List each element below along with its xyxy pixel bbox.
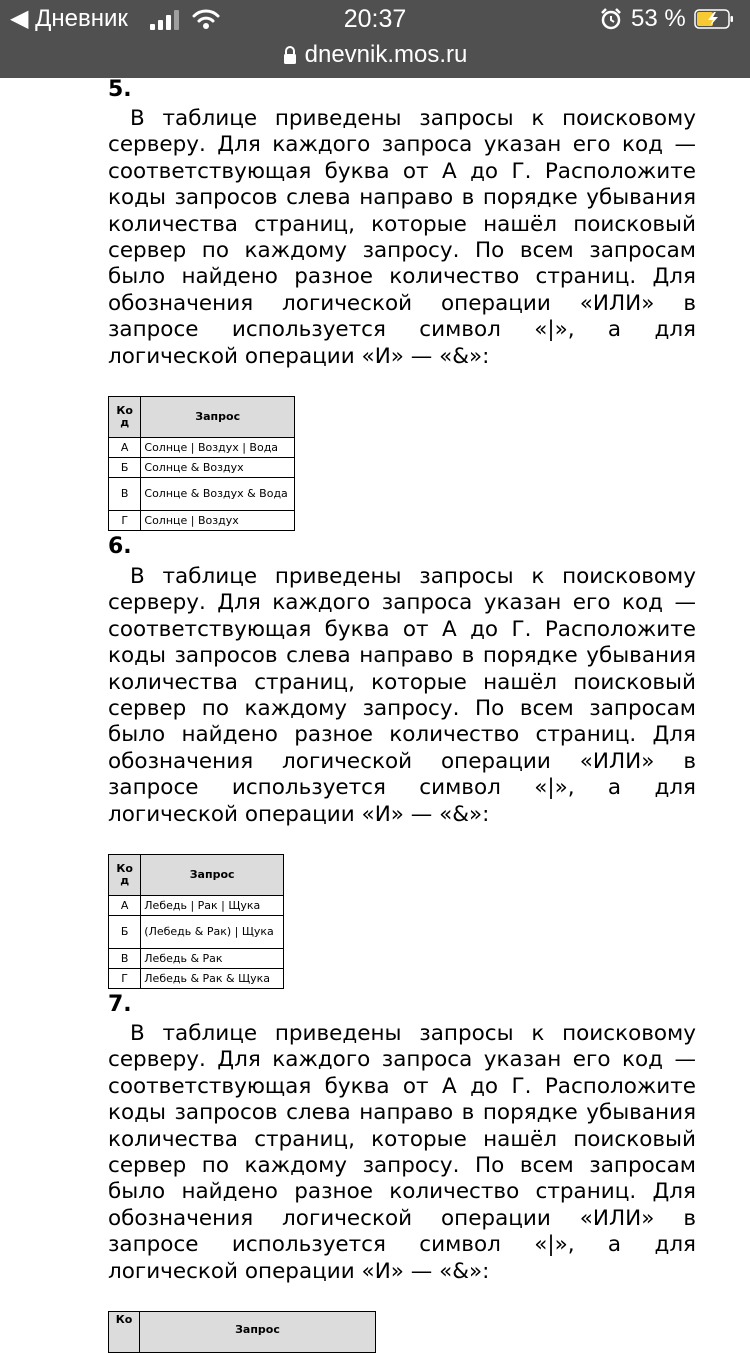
lock-icon xyxy=(283,46,297,64)
row-code: А xyxy=(109,896,141,916)
row-query: Солнце | Воздух | Вода xyxy=(141,438,295,458)
table-row xyxy=(109,896,284,916)
status-bar xyxy=(0,0,750,78)
table-row xyxy=(109,511,295,531)
row-code: В xyxy=(109,949,141,969)
row-code: А xyxy=(109,438,141,458)
header-code: Ко д xyxy=(109,397,141,438)
task-text xyxy=(108,564,696,828)
row-query: Лебедь & Рак & Щука xyxy=(141,969,284,989)
row-query: Лебедь & Рак xyxy=(141,949,284,969)
row-query: Солнце | Воздух xyxy=(141,511,295,531)
battery-charging-icon xyxy=(694,9,734,29)
task-text xyxy=(108,1021,696,1285)
clock: 20:37 xyxy=(343,5,407,33)
url-text: dnevnik.mos.ru xyxy=(304,41,468,68)
table-row xyxy=(109,478,295,511)
table-row xyxy=(109,438,295,458)
row-query: Лебедь | Рак | Щука xyxy=(141,896,284,916)
alarm-icon xyxy=(600,8,622,30)
row-code: Б xyxy=(109,458,141,478)
address-bar[interactable] xyxy=(0,41,750,69)
row-code: Г xyxy=(109,511,141,531)
header-query: Запрос xyxy=(141,855,284,896)
task-text-content: В таблице приведены запросы к поисковому серверу. Для каждого запроса указан его код — соответствующая буква от А до Г. Расположите коды запросов слева направо в порядке убывания количества страниц, которые нашёл поисковый сервер по каждому запросу. По всем запросам было найдено разное количество страниц. Для обозначения логической операции «ИЛИ» в запросе используется символ «|», а для логической операции «И» — «&»: xyxy=(108,106,696,369)
query-table xyxy=(108,1311,376,1353)
task-number: 5. xyxy=(108,77,132,102)
row-code: Б xyxy=(109,916,141,949)
back-label[interactable]: ◀ Дневник xyxy=(10,5,128,32)
table-row xyxy=(109,458,295,478)
row-code: Г xyxy=(109,969,141,989)
task-text xyxy=(108,106,696,370)
task-number: 7. xyxy=(108,992,132,1017)
battery-percent: 53 % xyxy=(631,5,686,32)
query-table xyxy=(108,854,284,989)
row-query: (Лебедь & Рак) | Щука xyxy=(141,916,284,949)
task-text-content: В таблице приведены запросы к поисковому серверу. Для каждого запроса указан его код — соответствующая буква от А до Г. Расположите коды запросов слева направо в порядке убывания количества страниц, которые нашёл поисковый сервер по каждому запросу. По всем запросам было найдено разное количество страниц. Для обозначения логической операции «ИЛИ» в запросе используется символ «|», а для логической операции «И» — «&»: xyxy=(108,1021,696,1284)
row-query: Солнце & Воздух xyxy=(141,458,295,478)
row-query: Солнце & Воздух & Вода xyxy=(141,478,295,511)
table-row xyxy=(109,949,284,969)
task-text-content: В таблице приведены запросы к поисковому серверу. Для каждого запроса указан его код — соответствующая буква от А до Г. Расположите коды запросов слева направо в порядке убывания количества страниц, которые нашёл поисковый сервер по каждому запросу. По всем запросам было найдено разное количество страниц. Для обозначения логической операции «ИЛИ» в запросе используется символ «|», а для логической операции «И» — «&»: xyxy=(108,564,696,827)
table-row xyxy=(109,969,284,989)
row-code: В xyxy=(109,478,141,511)
header-code: Ко xyxy=(109,1312,140,1353)
task-number: 6. xyxy=(108,534,132,559)
header-query: Запрос xyxy=(141,397,295,438)
query-table xyxy=(108,396,295,531)
header-query: Запрос xyxy=(140,1312,376,1353)
table-row xyxy=(109,916,284,949)
header-code: Ко д xyxy=(109,855,141,896)
